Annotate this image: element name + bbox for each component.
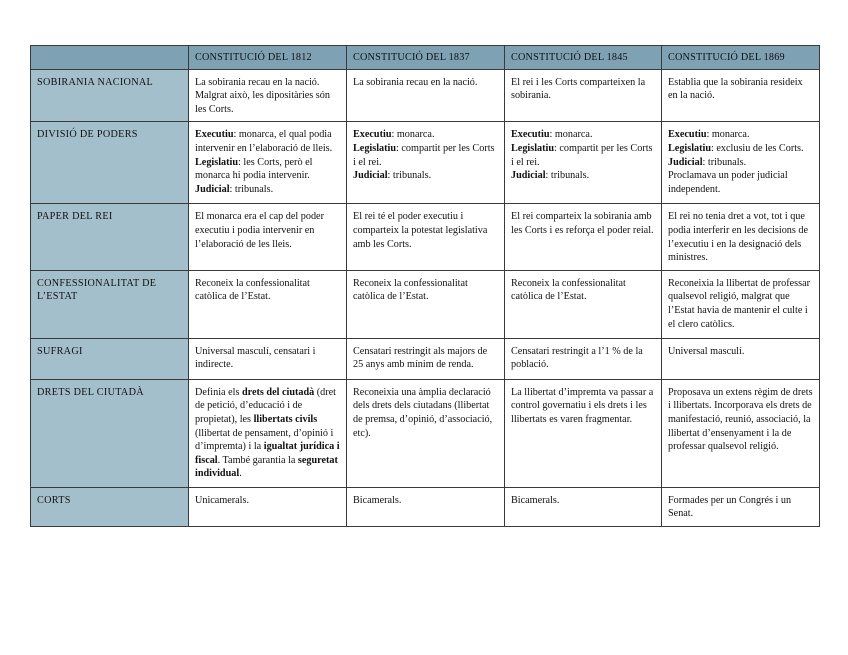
cell-text: Reconeixia la llibertat de professar qualsevol religió, malgrat que l’Estat havia de mantenir el culte i el clero catòlics.: [668, 277, 810, 330]
bold-term: Executiu: [668, 129, 707, 141]
cell-1837: [347, 69, 505, 122]
cell-paragraph: [668, 494, 814, 521]
column-header-1845: CONSTITUCIÓ DEL 1845: [505, 46, 662, 70]
cell-text: El monarca era el cap del poder executiu i podia intervenir en l’elaboració de les lleis.: [195, 211, 324, 250]
table-row: [31, 379, 820, 487]
cell-text: Reconeix la confessionalitat catòlica de l’Estat.: [353, 277, 468, 303]
cell-paragraph: [668, 386, 814, 454]
cell-text: : monarca.: [706, 129, 750, 141]
cell-1812: [189, 69, 347, 122]
cell-1837: [347, 122, 505, 204]
row-header-cell: SOBIRANIA NACIONAL: [31, 69, 189, 122]
table-body: [31, 69, 820, 526]
cell-paragraph: [511, 128, 656, 142]
cell-paragraph: [511, 76, 656, 103]
cell-1869: [662, 204, 820, 270]
bold-term: Legislatiu: [353, 142, 397, 154]
cell-text: (llibertat de pensament, d’opinió i d’impremta) i la: [195, 427, 334, 453]
cell-text: La sobirania recau en la nació. Malgrat això, les dipositàries són les Corts.: [195, 76, 330, 115]
cell-paragraph: [195, 345, 341, 372]
cell-paragraph: [195, 76, 341, 117]
cell-1812: [189, 487, 347, 526]
cell-text: Definia els: [195, 386, 242, 398]
cell-text: : compartit per les Corts i el rei.: [511, 142, 653, 168]
row-header-cell: DRETS DEL CIUTADÀ: [31, 379, 189, 487]
cell-text: Establia que la sobirania resideix en la nació.: [668, 76, 803, 102]
cell-1869: [662, 69, 820, 122]
cell-text: Reconeix la confessionalitat catòlica de l’Estat.: [195, 277, 310, 303]
bold-term: llibertats civils: [253, 413, 318, 425]
cell-text: : tribunals.: [387, 170, 432, 182]
cell-paragraph: [353, 210, 499, 251]
cell-text: : exclusiu de les Corts.: [711, 142, 804, 154]
cell-text: Universal masculí.: [668, 345, 745, 357]
cell-1812: [189, 204, 347, 270]
header-corner-cell: [31, 46, 189, 70]
cell-text: La sobirania recau en la nació.: [353, 76, 478, 88]
cell-paragraph: [353, 345, 499, 372]
cell-text: Reconeixia una àmplia declaració dels drets dels ciutadans (llibertat de premsa, d’opinió, d’associació, etc).: [353, 386, 493, 439]
cell-text: Formades per un Congrés i un Senat.: [668, 494, 792, 520]
cell-1837: [347, 270, 505, 338]
cell-paragraph: [195, 128, 341, 155]
row-header-cell: CORTS: [31, 487, 189, 526]
cell-paragraph: [668, 169, 814, 196]
table-row: [31, 122, 820, 204]
cell-1812: [189, 122, 347, 204]
cell-1845: [505, 270, 662, 338]
cell-text: .: [239, 468, 242, 480]
cell-paragraph: [668, 76, 814, 103]
cell-1845: [505, 487, 662, 526]
bold-term: Legislatiu: [195, 156, 239, 168]
cell-text: : monarca.: [391, 129, 435, 141]
cell-1869: [662, 122, 820, 204]
cell-1837: [347, 338, 505, 379]
cell-paragraph: [668, 345, 814, 359]
bold-term: Executiu: [353, 129, 392, 141]
cell-paragraph: [511, 277, 656, 304]
cell-paragraph: [195, 494, 341, 508]
cell-text: Unicamerals.: [195, 494, 250, 506]
cell-text: El rei no tenia dret a vot, tot i que podia interferir en les decisions de l’executiu i en la designació dels ministres.: [668, 211, 809, 264]
bold-term: drets del ciutadà: [241, 386, 315, 398]
cell-text: . També garantia la: [217, 454, 298, 466]
cell-1837: [347, 379, 505, 487]
cell-paragraph: [195, 277, 341, 304]
bold-term: Judicial: [668, 156, 703, 168]
cell-paragraph: [668, 210, 814, 264]
cell-1845: [505, 204, 662, 270]
bold-term: seguretat individual: [195, 454, 338, 480]
cell-1837: [347, 204, 505, 270]
cell-paragraph: [668, 156, 814, 170]
bold-term: Judicial: [511, 170, 546, 182]
cell-text: (dret de petició, d’educació i de propietat), les: [195, 386, 337, 425]
cell-paragraph: [353, 128, 499, 142]
cell-text: Proposava un extens règim de drets i llibertats. Incorporava els drets de manifestació, reunió, associació, la llibertat d’ensenyament i la de professar qualsevol religió.: [668, 386, 813, 453]
cell-text: : tribunals.: [702, 156, 747, 168]
cell-paragraph: [511, 142, 656, 169]
cell-1837: [347, 487, 505, 526]
cell-text: : monarca, el qual podia intervenir en l’elaboració de lleis.: [195, 129, 333, 154]
row-header-cell: SUFRAGI: [31, 338, 189, 379]
cell-1812: [189, 270, 347, 338]
cell-paragraph: [353, 169, 499, 183]
cell-1869: [662, 338, 820, 379]
cell-text: El rei té el poder executiu i comparteix la potestat legislativa amb les Corts.: [353, 211, 488, 250]
cell-paragraph: [353, 142, 499, 169]
cell-text: : tribunals.: [229, 183, 274, 195]
cell-text: : compartit per les Corts i el rei.: [353, 142, 495, 168]
cell-text: La llibertat d’impremta va passar a control governatiu i els drets i les llibertats es varen fragmentar.: [511, 386, 654, 425]
column-header-1869: CONSTITUCIÓ DEL 1869: [662, 46, 820, 70]
cell-text: Bicamerals.: [353, 494, 402, 506]
cell-paragraph: [668, 142, 814, 156]
row-header-cell: DIVISIÓ DE PODERS: [31, 122, 189, 204]
cell-paragraph: [511, 169, 656, 183]
cell-1845: [505, 69, 662, 122]
cell-1812: [189, 338, 347, 379]
cell-text: : tribunals.: [545, 170, 590, 182]
cell-1869: [662, 379, 820, 487]
cell-text: Universal masculí, censatari i indirecte.: [195, 345, 316, 371]
table-row: [31, 487, 820, 526]
cell-paragraph: [353, 277, 499, 304]
row-header-cell: CONFESSIONALITAT DE L’ESTAT: [31, 270, 189, 338]
cell-paragraph: [353, 494, 499, 508]
cell-1845: [505, 338, 662, 379]
header-row: [31, 46, 820, 70]
cell-text: El rei i les Corts comparteixen la sobirania.: [511, 76, 646, 102]
row-header-cell: PAPER DEL REI: [31, 204, 189, 270]
bold-term: Judicial: [195, 183, 230, 195]
cell-paragraph: [511, 345, 656, 372]
cell-text: : monarca.: [549, 129, 593, 141]
bold-term: Legislatiu: [668, 142, 712, 154]
bold-term: igualtat jurídica i fiscal: [195, 441, 340, 466]
cell-paragraph: [668, 128, 814, 142]
bold-term: Executiu: [511, 129, 550, 141]
bold-term: Executiu: [195, 129, 234, 141]
bold-term: Legislatiu: [511, 142, 555, 154]
cell-1845: [505, 122, 662, 204]
bold-term: Judicial: [353, 170, 388, 182]
cell-text: Bicamerals.: [511, 494, 560, 506]
cell-paragraph: [668, 277, 814, 331]
table-row: [31, 204, 820, 270]
cell-text: Censatari restringit als majors de 25 anys amb mínim de renda.: [353, 345, 488, 371]
table-row: [31, 270, 820, 338]
column-header-1837: CONSTITUCIÓ DEL 1837: [347, 46, 505, 70]
cell-paragraph: [195, 386, 341, 481]
table-row: [31, 338, 820, 379]
cell-paragraph: [195, 210, 341, 251]
cell-paragraph: [353, 386, 499, 440]
cell-1869: [662, 487, 820, 526]
cell-1869: [662, 270, 820, 338]
constitutions-comparison-table: [30, 45, 820, 527]
table-row: [31, 69, 820, 122]
cell-paragraph: [511, 494, 656, 508]
cell-text: Proclamava un poder judicial independent.: [668, 170, 788, 195]
cell-paragraph: [511, 210, 656, 237]
cell-text: El rei comparteix la sobirania amb les Corts i es reforça el poder reial.: [511, 211, 654, 236]
cell-text: Reconeix la confessionalitat catòlica de l’Estat.: [511, 277, 626, 303]
cell-paragraph: [195, 156, 341, 183]
cell-1845: [505, 379, 662, 487]
column-header-1812: CONSTITUCIÓ DEL 1812: [189, 46, 347, 70]
cell-text: Censatari restringit a l’1 % de la població.: [511, 345, 643, 371]
cell-1812: [189, 379, 347, 487]
cell-paragraph: [195, 183, 341, 197]
cell-text: : les Corts, però el monarca hi podia intervenir.: [195, 156, 313, 182]
cell-paragraph: [353, 76, 499, 90]
cell-paragraph: [511, 386, 656, 427]
